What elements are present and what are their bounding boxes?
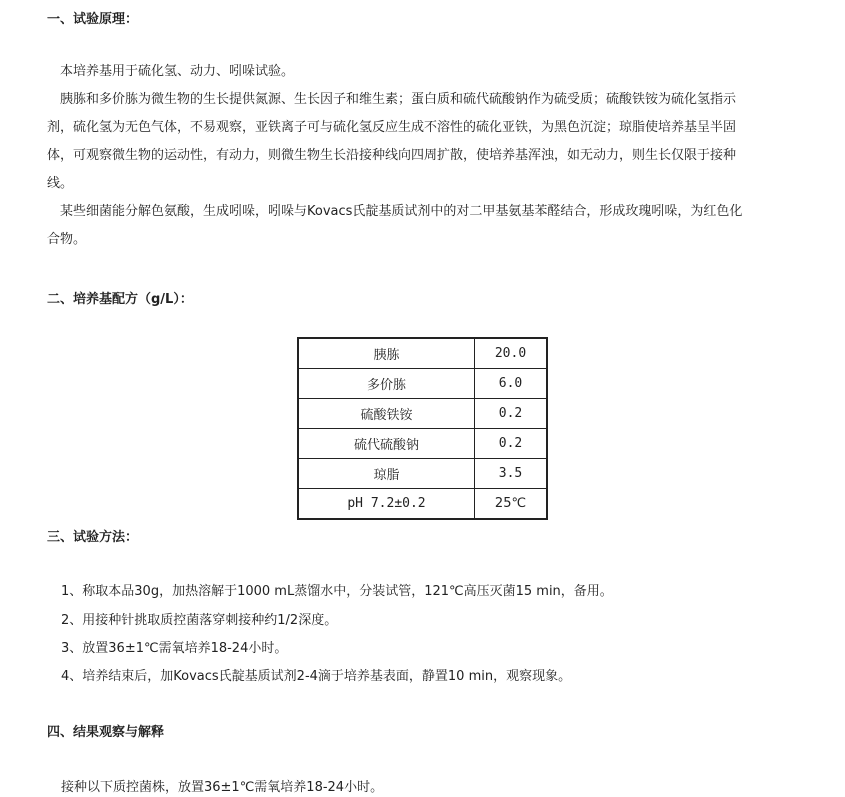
- table-row: [298, 429, 547, 459]
- table-row: [298, 489, 547, 520]
- formula-table: [297, 337, 548, 520]
- ingredient-name: 琼脂: [298, 459, 475, 489]
- ingredient-amount: 3.5: [475, 459, 548, 489]
- results-paragraph-1: 接种以下质控菌株，放置36±1℃需氧培养18-24小时。: [61, 780, 384, 795]
- section-heading-results: 四、结果观察与解释: [47, 725, 165, 740]
- ingredient-name: 多价胨: [298, 369, 475, 399]
- principle-paragraph-2-line-4: 线。: [47, 176, 74, 191]
- ingredient-name: 硫代硫酸钠: [298, 429, 475, 459]
- table-row: [298, 338, 547, 369]
- principle-paragraph-2-line-1: 胰胨和多价胨为微生物的生长提供氮源、生长因子和维生素；蛋白质和硫代硫酸钠作为硫受质；硫酸铁铵为硫化氢指示: [60, 92, 737, 107]
- method-step-2: 2、用接种针挑取质控菌落穿刺接种约1/2深度。: [61, 613, 338, 628]
- principle-paragraph-2-line-3: 体，可观察微生物的运动性，有动力，则微生物生长沿接种线向四周扩散，使培养基浑浊，如无动力，则生长仅限于接种: [47, 148, 737, 163]
- ingredient-name: 硫酸铁铵: [298, 399, 475, 429]
- ingredient-amount: 6.0: [475, 369, 548, 399]
- ingredient-amount: 0.2: [475, 429, 548, 459]
- section-heading-formula: 二、培养基配方（g/L）：: [47, 292, 193, 307]
- method-step-4: 4、培养结束后，加Kovacs氏靛基质试剂2-4滴于培养基表面，静置10 min，观察现象。: [61, 669, 572, 684]
- ingredient-amount: 20.0: [475, 338, 548, 369]
- ingredient-amount: 0.2: [475, 399, 548, 429]
- method-step-1: 1、称取本品30g，加热溶解于1000 mL蒸馏水中，分装试管，121℃高压灭菌15 min，备用。: [61, 584, 613, 599]
- ph-temperature: 25℃: [475, 489, 548, 520]
- table-row: [298, 369, 547, 399]
- method-step-3: 3、放置36±1℃需氧培养18-24小时。: [61, 641, 288, 656]
- section-heading-method: 三、试验方法：: [47, 530, 139, 545]
- section-heading-principle: 一、试验原理：: [47, 12, 139, 27]
- ingredient-name: 胰胨: [298, 338, 475, 369]
- ph-label: pH 7.2±0.2: [298, 489, 475, 520]
- table-row: [298, 459, 547, 489]
- principle-paragraph-2-line-2: 剂，硫化氢为无色气体，不易观察，亚铁离子可与硫化氢反应生成不溶性的硫化亚铁，为黑色沉淀；琼脂使培养基呈半固: [47, 120, 737, 135]
- principle-paragraph-3-line-2: 合物。: [47, 232, 87, 247]
- table-row: [298, 399, 547, 429]
- principle-paragraph-3-line-1: 某些细菌能分解色氨酸，生成吲哚，吲哚与Kovacs氏靛基质试剂中的对二甲基氨基苯醛结合，形成玫瑰吲哚，为红色化: [60, 204, 743, 219]
- principle-text: [47, 58, 792, 254]
- principle-paragraph-1: 本培养基用于硫化氢、动力、吲哚试验。: [60, 64, 295, 79]
